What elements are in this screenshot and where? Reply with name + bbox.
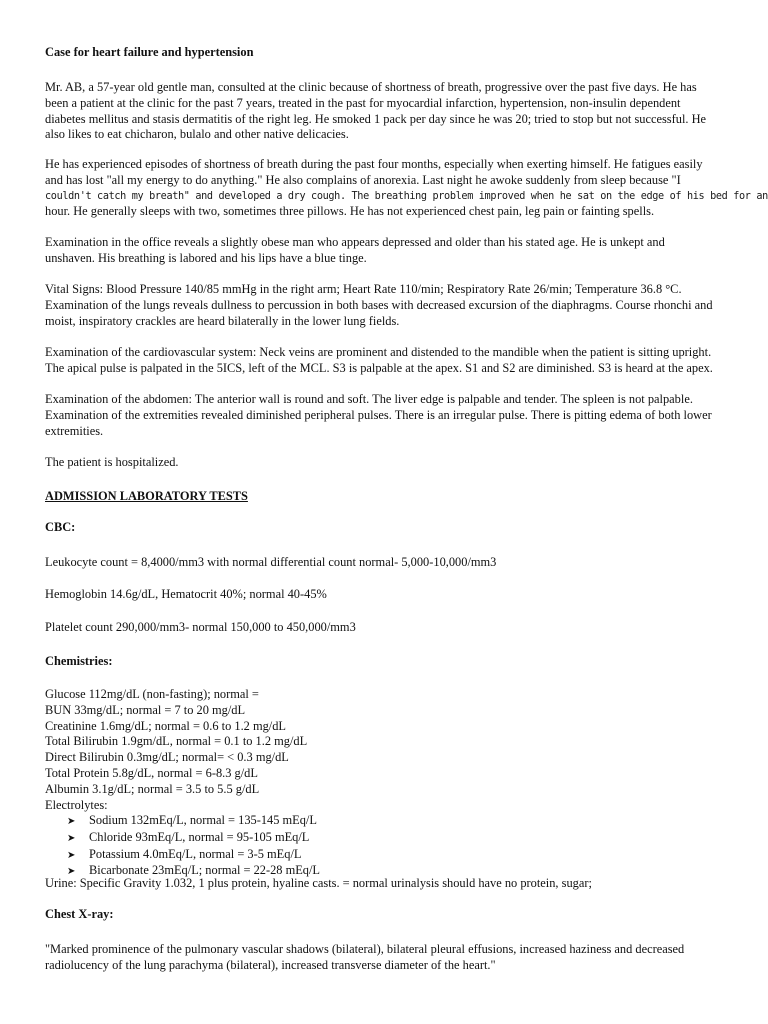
text-line: Examination in the office reveals a slightly obese man who appears depressed and older than his stated age. He is unkept and — [45, 235, 665, 249]
text-line: couldn't catch my breath" and developed a dry cough. The breathing problem improved when he sat on the edge of his bed for an — [45, 190, 768, 202]
paragraph-abdomen — [45, 392, 727, 439]
arrow-bullet-icon: ➤ — [67, 866, 76, 878]
cbc-leukocyte: Leukocyte count = 8,4000/mm3 with normal differential count normal- 5,000-10,000/mm3 — [45, 555, 497, 569]
text-line: diabetes mellitus and stasis dermatitis of the right leg. He smoked 1 pack per day since he was 20; tried to stop but not successful. He — [45, 111, 707, 126]
arrow-bullet-icon: ➤ — [67, 849, 76, 861]
case-title: Case for heart failure and hypertension — [45, 45, 254, 59]
text-line: Mr. AB, a 57-year old gentle man, consulted at the clinic because of shortness of breath, progressive over the past five days. He has — [45, 80, 697, 94]
chem-line: Total Protein 5.8g/dL, normal = 6-8.3 g/dL — [45, 765, 258, 780]
arrow-bullet-icon: ➤ — [67, 816, 76, 827]
paragraph-hospitalized: The patient is hospitalized. — [45, 455, 179, 469]
chest-xray-heading: Chest X-ray: — [45, 907, 114, 921]
paragraph-cardiovascular — [45, 345, 727, 377]
text-line: hour. He generally sleeps with two, sometimes three pillows. He has not experienced chest pain, leg pain or fainting spells. — [45, 204, 655, 219]
urine-line: Urine: Specific Gravity 1.032, 1 plus protein, hyaline casts. = normal urinalysis should have no protein, sugar; — [45, 876, 592, 890]
chem-line: Glucose 112mg/dL (non-fasting); normal = — [45, 687, 259, 701]
text-line: moist, inspiratory crackles are heard bilaterally in the lower lung fields. — [45, 313, 400, 328]
electrolyte-text: Sodium 132mEq/L, normal = 135-145 mEq/L — [89, 813, 317, 827]
text-line: extremities. — [45, 423, 104, 438]
chem-line: Albumin 3.1g/dL; normal = 3.5 to 5.5 g/dL — [45, 781, 260, 796]
chemistries-list — [45, 687, 727, 813]
text-line: He has experienced episodes of shortness of breath during the past four months, especially when exerting himself. He fatigues easily — [45, 157, 703, 171]
list-item — [67, 847, 707, 864]
electrolyte-text: Chloride 93mEq/L, normal = 95-105 mEq/L — [89, 829, 310, 844]
list-item — [67, 830, 707, 847]
chemistries-heading: Chemistries: — [45, 654, 113, 668]
chem-line: Creatinine 1.6mg/dL; normal = 0.6 to 1.2 mg/dL — [45, 718, 287, 733]
arrow-bullet-icon: ➤ — [67, 832, 76, 844]
text-line: Vital Signs: Blood Pressure 140/85 mmHg in the right arm; Heart Rate 110/min; Respiratory Rate 26/min; Temperature 36.8 °C. — [45, 282, 682, 296]
cbc-hemoglobin: Hemoglobin 14.6g/dL, Hematocrit 40%; normal 40-45% — [45, 587, 327, 601]
electrolyte-text: Potassium 4.0mEq/L, normal = 3-5 mEq/L — [89, 846, 302, 861]
text-line: The apical pulse is palpated in the 5ICS, left of the MCL. S3 is palpable at the apex. S1 and S2 are diminished. S3 is heard at the apex. — [45, 360, 713, 375]
cbc-heading: CBC: — [45, 520, 76, 534]
text-line: and has lost "all my energy to do anything." He also complains of anorexia. Last night he awoke suddenly from sleep because "I — [45, 172, 681, 187]
electrolytes-list — [67, 813, 707, 880]
text-line: unshaven. His breathing is labored and his lips have a blue tinge. — [45, 250, 367, 265]
text-line: also likes to eat chicharon, bulalo and other native delicacies. — [45, 127, 349, 142]
chem-line: Total Bilirubin 1.9gm/dL, normal = 0.1 to 1.2 mg/dL — [45, 734, 308, 749]
text-line: Examination of the abdomen: The anterior wall is round and soft. The liver edge is palpable and tender. The spleen is not palpable. — [45, 392, 693, 406]
chem-line: Electrolytes: — [45, 797, 108, 812]
paragraph-office-exam — [45, 235, 727, 267]
lab-tests-heading: ADMISSION LABORATORY TESTS — [45, 489, 248, 503]
paragraph-symptoms — [45, 157, 768, 220]
text-line: Examination of the extremities revealed diminished peripheral pulses. There is an irregular pulse. There is pitting edema of both lower — [45, 407, 712, 422]
text-line: been a patient at the clinic for the past 7 years, treated in the past for myocardial infarction, hypertension, non-insulin dependent — [45, 95, 681, 110]
paragraph-vital-signs — [45, 282, 727, 329]
chem-line: Direct Bilirubin 0.3mg/dL; normal= < 0.3 mg/dL — [45, 750, 289, 765]
chest-xray-findings — [45, 942, 727, 974]
chem-line: BUN 33mg/dL; normal = 7 to 20 mg/dL — [45, 702, 246, 717]
text-line: radiolucency of the lung parachyma (bilateral), increased transverse diameter of the heart." — [45, 957, 496, 972]
paragraph-history — [45, 80, 727, 143]
electrolyte-text: Bicarbonate 23mEq/L; normal = 22-28 mEq/L — [89, 863, 320, 878]
text-line: Examination of the lungs reveals dullness to percussion in both bases with decreased excursion of the diaphragms. Course rhonchi and — [45, 297, 713, 312]
text-line: Examination of the cardiovascular system: Neck veins are prominent and distended to the mandible when the patient is sitting upright. — [45, 345, 712, 359]
list-item — [67, 813, 707, 830]
cbc-platelet: Platelet count 290,000/mm3- normal 150,000 to 450,000/mm3 — [45, 620, 356, 634]
text-line: "Marked prominence of the pulmonary vascular shadows (bilateral), bilateral pleural effusions, increased haziness and decreased — [45, 942, 685, 956]
